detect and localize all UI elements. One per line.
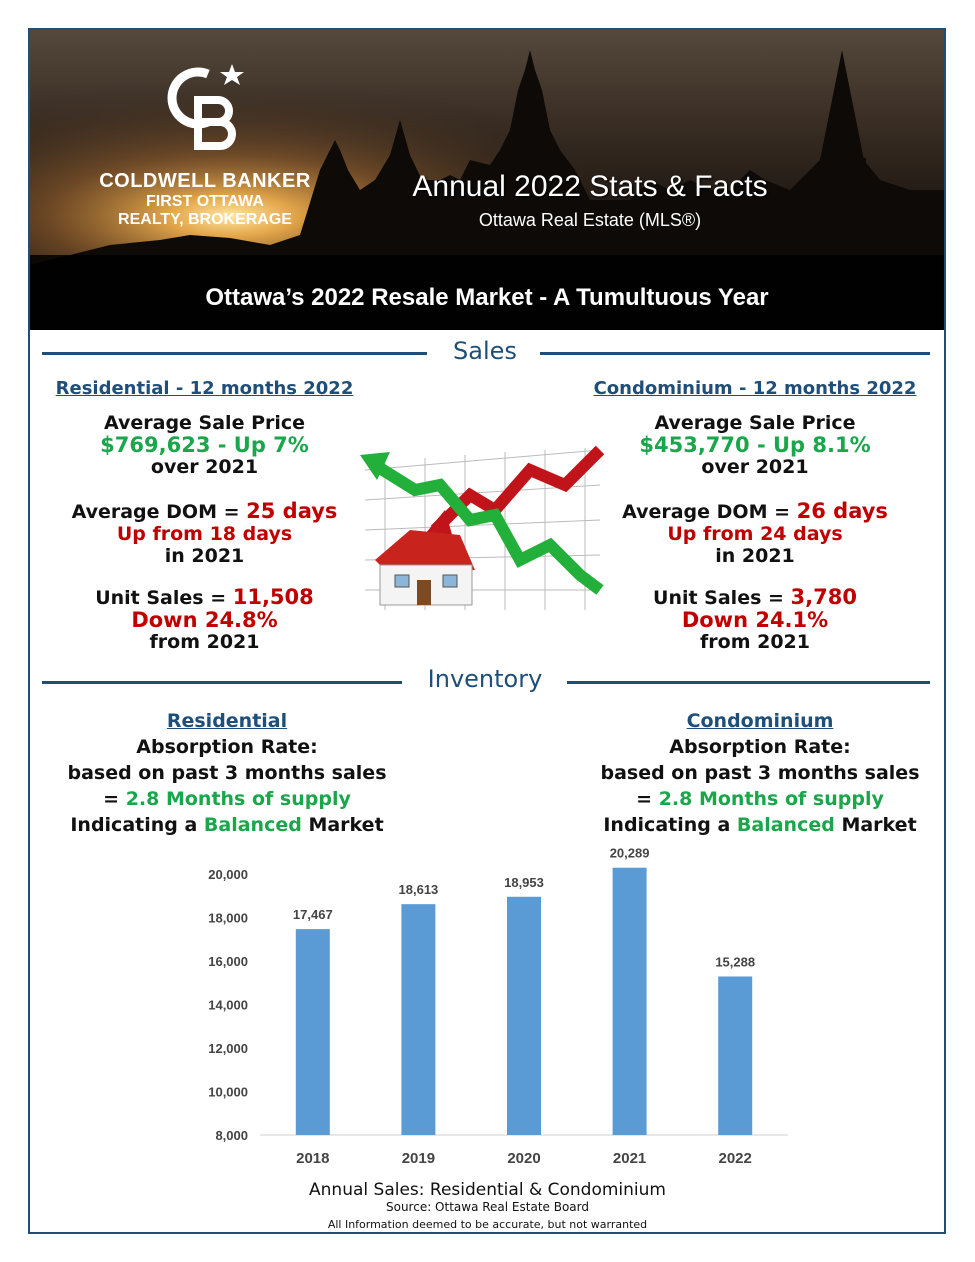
y-tick-label: 16,000 — [208, 954, 248, 969]
sales-section-label: Sales — [453, 337, 517, 365]
bar-2020 — [507, 897, 541, 1135]
data-label: 15,288 — [715, 954, 756, 970]
condominium-absorption-label: Absorption Rate: — [669, 736, 851, 758]
residential-dom-change: Up from 18 days — [116, 523, 293, 545]
bar-2018 — [296, 929, 330, 1135]
condominium-absorption-basis: based on past 3 months sales — [600, 762, 920, 784]
residential-units-label: Unit Sales = — [95, 587, 233, 609]
disclaimer: All Information deemed to be accurate, but not warranted — [327, 1218, 648, 1231]
residential-dom-value: 25 days — [246, 499, 338, 523]
condominium-units-change: Down 24.1% — [681, 608, 829, 632]
page-subtitle: Ottawa Real Estate (MLS®) — [478, 210, 702, 230]
condominium-units-label: Unit Sales = — [653, 587, 791, 609]
residential-inventory-heading: Residential — [166, 710, 288, 732]
x-tick-label: 2019 — [401, 1150, 436, 1167]
residential-units-change: Down 24.8% — [131, 608, 278, 632]
residential-absorption-basis: based on past 3 months sales — [67, 762, 387, 784]
condominium-units-value: 3,780 — [790, 585, 857, 609]
inventory-rule-right — [567, 681, 930, 684]
residential-units-suffix: from 2021 — [149, 631, 260, 653]
headline-tagline: Ottawa’s 2022 Resale Market - A Tumultuous Year — [205, 284, 769, 311]
x-tick-label: 2022 — [718, 1150, 752, 1167]
condominium-dom-suffix: in 2021 — [715, 545, 795, 567]
data-label: 17,467 — [292, 907, 333, 923]
residential-units-value: 11,508 — [232, 585, 314, 609]
y-tick-label: 10,000 — [208, 1084, 248, 1100]
x-tick-label: 2020 — [507, 1150, 541, 1167]
residential-avg-price-block — [42, 412, 367, 478]
x-tick-label: 2018 — [296, 1150, 330, 1167]
residential-supply-prefix: = — [103, 788, 126, 810]
y-tick-label: 14,000 — [208, 997, 248, 1013]
condominium-supply-prefix: = — [636, 788, 659, 810]
residential-avg-price-suffix: over 2021 — [150, 456, 259, 478]
condominium-market-suffix: Market — [834, 814, 917, 836]
condominium-avg-price-block — [585, 412, 925, 478]
residential-avg-price-label: Average Sale Price — [103, 412, 306, 434]
residential-sales-heading: Residential - 12 months 2022 — [55, 378, 354, 399]
condominium-avg-price-label: Average Sale Price — [654, 412, 856, 434]
brand-subtitle-2: REALTY, BROKERAGE — [118, 211, 292, 228]
residential-supply-value: 2.8 Months of supply — [125, 788, 351, 810]
y-tick-label: 20,000 — [208, 867, 248, 882]
brand-name: COLDWELL BANKER — [99, 170, 311, 192]
condominium-market-prefix: Indicating a — [603, 814, 737, 836]
bar-2021 — [613, 868, 647, 1135]
condominium-sales-heading: Condominium - 12 months 2022 — [593, 378, 917, 399]
data-label: 18,953 — [504, 874, 544, 890]
sales-rule-right — [540, 352, 930, 355]
condominium-avg-price-value: $453,770 - Up 8.1% — [639, 433, 871, 457]
condominium-inventory-block — [575, 708, 945, 838]
condominium-dom-label: Average DOM = — [622, 501, 797, 523]
condominium-avg-price-suffix: over 2021 — [701, 456, 809, 478]
condominium-units-suffix: from 2021 — [700, 631, 810, 653]
annual-sales-bar-chart — [180, 845, 800, 1170]
x-tick-label: 2021 — [612, 1150, 647, 1167]
bar-2022 — [718, 976, 752, 1135]
chart-caption: Annual Sales: Residential & Condominium — [309, 1180, 666, 1200]
residential-market-prefix: Indicating a — [70, 814, 204, 836]
data-label: 20,289 — [609, 845, 650, 861]
y-tick-label: 18,000 — [208, 910, 248, 926]
residential-market-value: Balanced — [203, 814, 302, 836]
residential-units-block — [42, 586, 367, 653]
residential-dom-block — [42, 500, 367, 567]
page-title: Annual 2022 Stats & Facts — [412, 170, 768, 203]
y-tick-label: 8,000 — [215, 1128, 248, 1143]
residential-market-suffix: Market — [301, 814, 384, 836]
rising-falling-arrows-house-icon — [355, 440, 605, 620]
source-note: Source: Ottawa Real Estate Board — [385, 1200, 589, 1214]
inventory-section-label: Inventory — [427, 665, 543, 693]
y-tick-label: 12,000 — [208, 1041, 248, 1056]
condominium-inventory-heading: Condominium — [686, 710, 834, 732]
condominium-dom-change: Up from 24 days — [667, 523, 843, 545]
condominium-dom-value: 26 days — [796, 499, 888, 523]
condominium-units-block — [585, 586, 925, 653]
residential-absorption-label: Absorption Rate: — [136, 736, 318, 758]
inventory-rule-left — [42, 681, 402, 684]
condominium-supply-value: 2.8 Months of supply — [658, 788, 884, 810]
residential-dom-suffix: in 2021 — [164, 545, 245, 567]
brand-subtitle-1: FIRST OTTAWA — [146, 193, 264, 210]
condominium-dom-block — [585, 500, 925, 567]
condominium-market-value: Balanced — [736, 814, 835, 836]
residential-inventory-block — [42, 708, 412, 838]
data-label: 18,613 — [398, 882, 439, 898]
bar-2019 — [401, 904, 435, 1135]
sales-rule-left — [42, 352, 427, 355]
residential-dom-label: Average DOM = — [71, 501, 247, 523]
residential-avg-price-value: $769,623 - Up 7% — [100, 433, 309, 457]
